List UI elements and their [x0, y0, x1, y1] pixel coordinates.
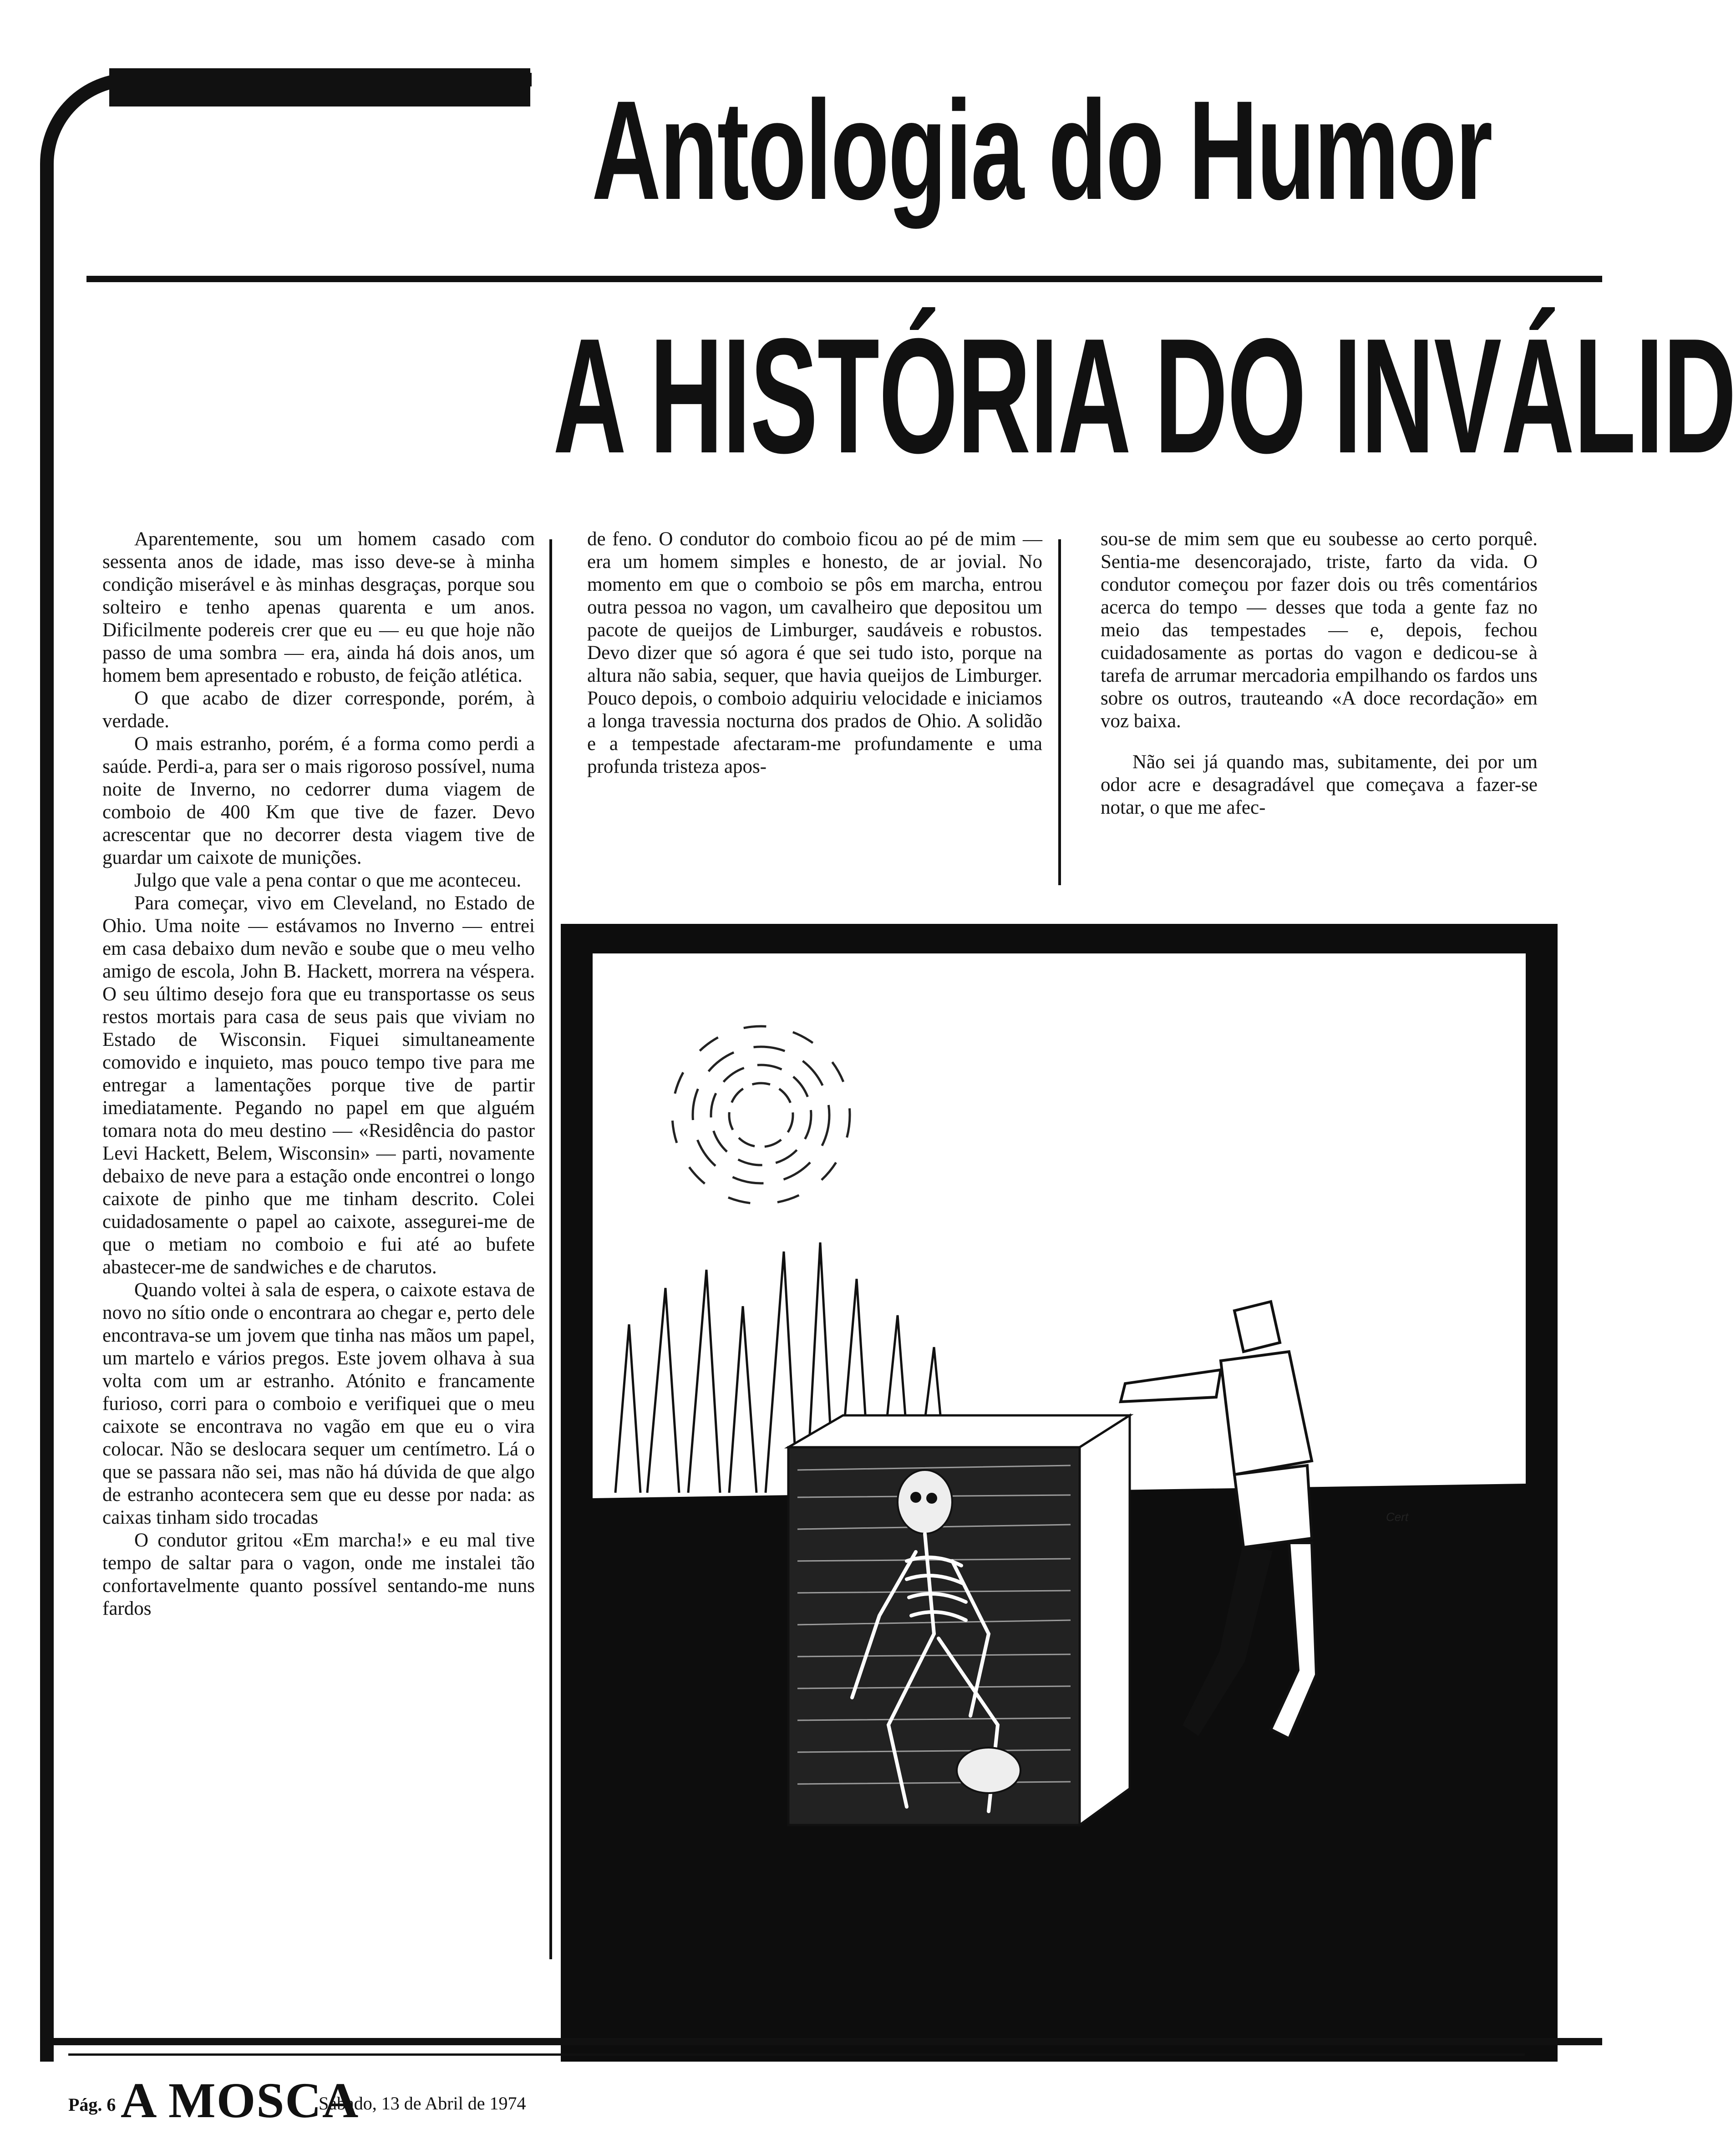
page-number: Pág. 6 [68, 2094, 116, 2115]
paragraph: Aparentemente, sou um homem casado com sessenta anos de idade, mas isso deve-se à minha condição miserável e às minhas desgraças, porque sou solteiro e tenho apenas quarenta e um anos. Dificilmente podereis crer que eu — eu que hoje não passo de uma sombra — era, ainda há dois anos, um homem bem apresentado e robusto, de feição atlética. [102, 528, 535, 686]
paragraph: Para começar, vivo em Cleveland, no Estado de Ohio. Uma noite — estávamos no Inverno — entrei em casa debaixo dum nevão e soube que o meu velho amigo de escola, John B. Hackett, morrera na véspera. O seu último desejo fora que eu transportasse os seus restos mortais para casa de seus pais que viviam no Estado de Wisconsin. Fiquei simultaneamente comovido e inquieto, mas pouco tempo tive para me entregar a lamentações porque tive de partir imediatamente. Pegando no papel em que alguém tomara nota do meu destino — «Residência do pastor Levi Hackett, Belem, Wisconsin» — parti, novamente debaixo de neve para a estação onde encontrei o longo caixote de pinho que me tinham descrito. Colei cuidadosamente o papel ao caixote, assegurei-me de que o metiam no comboio e fui até ao bufete abastecer-me de sandwiches e de charutos. [102, 892, 535, 1278]
article-column-1 [102, 528, 535, 1948]
section-kicker: Antologia do Humor [592, 71, 1492, 229]
header-bar [109, 68, 530, 106]
footer-rule [40, 2038, 1602, 2045]
paragraph: Quando voltei à sala de espera, o caixote estava de novo no sítio onde o encontrara ao chegar e, perto dele encontrava-se um jovem que tinha nas mãos um papel, um martelo e vários pregos. Este jovem olhava à sua volta com um ar estranho. Atónito e francamente furioso, corri para o comboio e verifiquei que o meu caixote se encontrava no vagão em que eu o vira colocar. Não se deslocara sequer um centímetro. Lá o que se passara não sei, mas não há dúvida de que algo de estranho acontecera sem que eu desse por nada: as caixas tinham sido trocadas [102, 1279, 535, 1528]
masthead-logo: A MOSCA [121, 2073, 360, 2128]
artist-signature: Cert [1386, 1510, 1409, 1524]
paragraph: O condutor gritou «Em marcha!» e eu mal tive tempo de saltar para o vagon, onde me instalei tão confortavelmente quanto possível sentando-me nuns fardos [102, 1530, 535, 1619]
paragraph: O que acabo de dizer corresponde, porém, à verdade. [102, 688, 535, 732]
column-divider [549, 539, 552, 1959]
issue-date: Sábado, 13 de Abril de 1974 [319, 2093, 526, 2114]
article-headline: A HISTÓRIA DO INVÁLID [553, 304, 1736, 487]
paragraph: sou-se de mim sem que eu soubesse ao certo porquê. Sentia-me desencorajado, triste, farto da vida. O condutor começou por fazer dois ou três comentários acerca do tempo — desses que toda a gente faz no meio das tempestades — e, depois, fechou cuidadosamente as portas do vagon e dedicou-se à tarefa de arrumar mercadoria empilhando os fardos uns sobre os outros, trauteando «A doce recordação» em voz baixa. [1101, 528, 1538, 732]
paragraph: Julgo que vale a pena contar o que me aconteceu. [134, 870, 522, 891]
page-left-rule [40, 182, 54, 2062]
paragraph: O mais estranho, porém, é a forma como perdi a saúde. Perdi-a, para ser o mais rigoroso possível, numa noite de Inverno, no cedorrer duma viagem de comboio de 400 Km que tive de fazer. Devo acrescentar que no decorrer desta viagem tive de guardar um caixote de munições. [102, 733, 535, 868]
footer-rule-thin [68, 2053, 1525, 2056]
article-column-3 [1101, 528, 1538, 892]
article-column-2 [587, 528, 1042, 892]
illustration-skeleton-in-crate [561, 924, 1558, 2062]
sun-drawing [672, 1026, 850, 1204]
paragraph: de feno. O condutor do comboio ficou ao pé de mim — era um homem simples e honesto, de ar jovial. No momento em que o comboio se pôs em marcha, entrou outra pessoa no vagon, um cavalheiro que depositou um pacote de queijos de Limburger, saudáveis e robustos. Devo dizer que só agora é que sei tudo isto, porque na altura não sabia, sequer, que havia queijos de Limburger. Pouco depois, o comboio adquiriu velocidade e iniciamos a longa travessia nocturna dos prados de Ohio. A solidão e a tempestade afectaram-me profundamente e uma profunda tristeza apos- [587, 528, 1042, 777]
column-divider [1058, 539, 1061, 885]
paragraph: Não sei já quando mas, subitamente, dei por um odor acre e desagradável que começava a fazer-se notar, o que me afec- [1101, 751, 1538, 818]
